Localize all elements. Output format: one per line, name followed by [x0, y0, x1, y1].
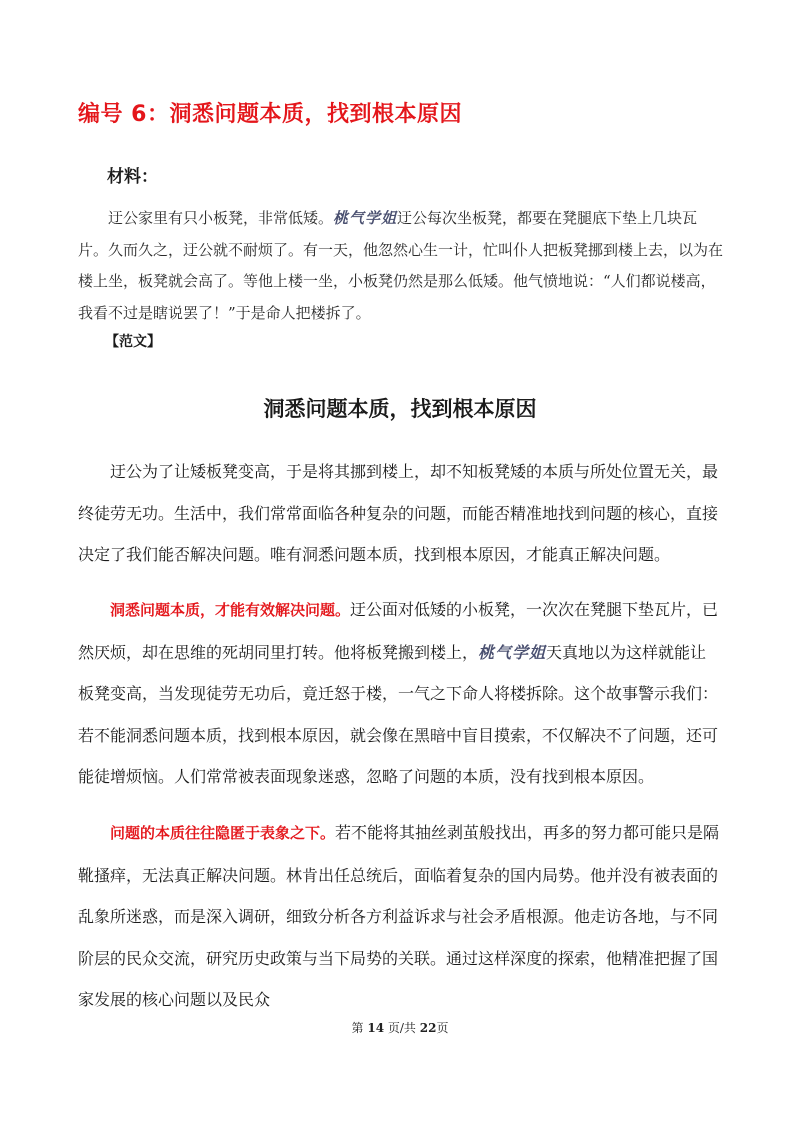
paragraph-2-text-part2: 天真地以为这样就能让板凳变高，当发现徒劳无功后，竟迁怒于楼，一气之下命人将楼拆除。这个故事警示我们：若不能洞悉问题本质，找到根本原因，就会像在黑暗中盲目摸索，不仅解决不了问题，还可能徒增烦恼。人们常常被表面现象迷惑，忽略了问题的本质，没有找到根本原因。: [78, 642, 719, 787]
model-essay-label: 【范文】: [105, 334, 161, 350]
essay-title: 洞悉问题本质，找到根本原因: [263, 397, 537, 421]
section-heading: 编号 6：洞悉问题本质，找到根本原因: [78, 102, 462, 127]
material-label: 材料：: [107, 167, 158, 187]
paragraph-2-lead: 洞悉问题本质，才能有效解决问题。: [110, 601, 351, 619]
footer-total-pages: 22: [419, 1021, 437, 1035]
page-footer: [0, 1019, 800, 1036]
essay-paragraph-3: [78, 812, 722, 1021]
material-text-part2: 迂公每次坐板凳，都要在凳腿底下垫上几块瓦片。久而久之，迂公就不耐烦了。有一天，他忽然心生一计，忙叫仆人把板凳挪到楼上去，以为在楼上坐，板凳就会高了。等他上楼一坐，小板凳仍然是那么低矮。他气愤地说：“人们都说楼高，我看不过是瞎说罢了！”于是命人把楼拆了。: [78, 209, 724, 322]
paragraph-2-text-part1: 迂公面对低矮的小板凳，一次次在凳腿下垫瓦片，已然厌烦，却在思维的死胡同里打转。他将板凳搬到楼上，: [78, 600, 719, 662]
footer-suffix: 页: [436, 1021, 449, 1035]
essay-paragraph-2: [78, 589, 722, 798]
material-text-part1: 迂公家里有只小板凳，非常低矮。: [108, 209, 334, 227]
watermark-signature: 桃气学姐: [333, 209, 398, 227]
footer-prefix: 第: [351, 1021, 364, 1035]
paragraph-3-lead: 问题的本质往往隐匿于表象之下。: [110, 824, 336, 842]
paragraph-3-text: 若不能将其抽丝剥茧般找出，再多的努力都可能只是隔靴搔痒，无法真正解决问题。林肯出任总统后，面临着复杂的国内局势。他并没有被表面的乱象所迷惑，而是深入调研，细致分析各方利益诉求与社会矛盾根源。他走访各地，与不同阶层的民众交流，研究历史政策与当下局势的关联。通过这样深度的探索，他精准把握了国家发展的核心问题以及民众: [78, 823, 720, 1010]
footer-middle: 页/共: [387, 1021, 416, 1035]
essay-paragraph-1: [78, 451, 722, 576]
material-text: [78, 203, 724, 329]
footer-current-page: 14: [367, 1021, 385, 1035]
watermark-signature-inline: 桃气学姐: [478, 642, 547, 662]
paragraph-1-text: 迂公为了让矮板凳变高，于是将其挪到楼上，却不知板凳矮的本质与所处位置无关，最终徒劳无功。生活中，我们常常面临各种复杂的问题，而能否精准地找到问题的核心，直接决定了我们能否解决问题。唯有洞悉问题本质，找到根本原因，才能真正解决问题。: [78, 462, 719, 565]
